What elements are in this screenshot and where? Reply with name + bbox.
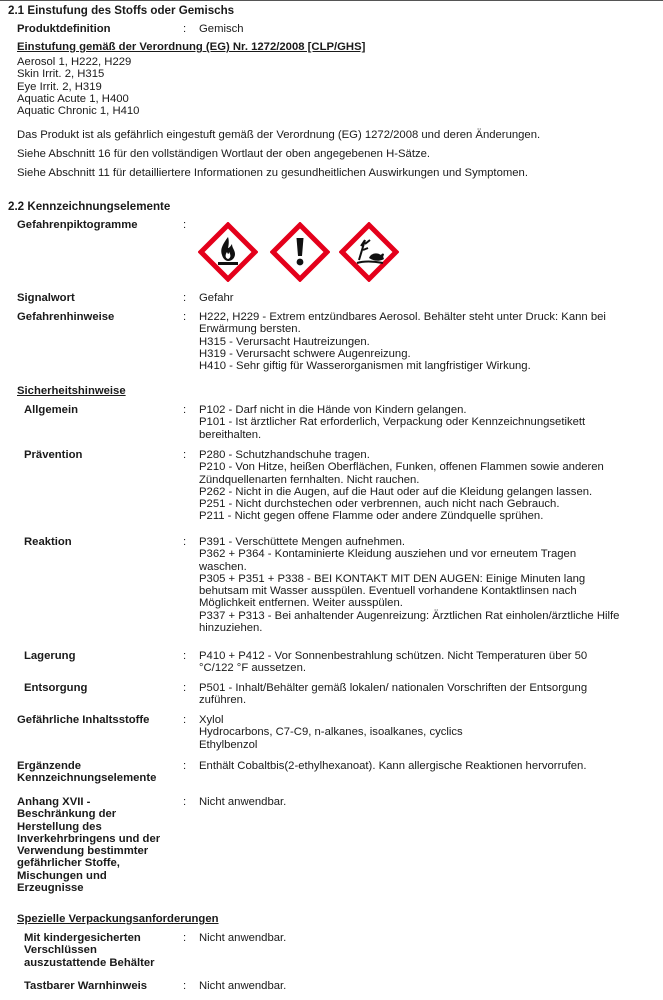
classification-item: Skin Irrit. 2, H315 xyxy=(17,68,105,81)
precaution-statement: Möglichkeit entfernen. Weiter ausspülen. xyxy=(199,597,403,610)
einstufung-heading: Einstufung gemäß der Verordnung (EG) Nr. 1272/2008 [CLP/GHS] xyxy=(17,41,366,53)
colon: : xyxy=(183,536,187,548)
precaution-statement: zuführen. xyxy=(199,694,247,707)
precaution-statement: hinzuziehen. xyxy=(199,622,263,635)
hazard-statement: H315 - Verursacht Hautreizungen. xyxy=(199,335,370,348)
colon: : xyxy=(183,23,187,35)
environment-icon xyxy=(339,222,399,282)
ingredient-item: Ethylbenzol xyxy=(199,738,258,751)
flame-icon xyxy=(198,222,258,282)
precaution-statement: P211 - Nicht gegen offene Flamme oder andere Zündquelle sprühen. xyxy=(199,510,544,523)
entsorgung-text xyxy=(199,682,587,707)
colon: : xyxy=(183,796,187,808)
classification-item: Aerosol 1, H222, H229 xyxy=(17,56,132,68)
precaution-statement: P362 + P364 - Kontaminierte Kleidung ausziehen und vor erneutem Tragen xyxy=(199,548,577,561)
label-line: Ergänzende xyxy=(17,760,82,772)
colon: : xyxy=(183,311,187,323)
label-line: Kennzeichnungselemente xyxy=(17,772,157,785)
inhaltsstoffe-text xyxy=(199,714,463,751)
colon: : xyxy=(183,650,187,662)
label-line: Verschlüssen xyxy=(24,944,97,957)
lagerung-label: Lagerung xyxy=(24,650,76,662)
precaution-statement: °C/122 °F aussetzen. xyxy=(199,662,306,675)
tastbar-label: Tastbarer Warnhinweis xyxy=(24,980,148,992)
praevention-label: Prävention xyxy=(24,449,83,461)
hazard-statement: Erwärmung bersten. xyxy=(199,323,301,336)
label-line: Mischungen und xyxy=(17,869,107,882)
kindergesichert-value: Nicht anwendbar. xyxy=(199,932,287,944)
label-line: Anhang XVII - xyxy=(17,796,91,808)
precaution-statement: bereithalten. xyxy=(199,428,262,441)
precaution-statement: P101 - Ist ärztlicher Rat erforderlich, Verpackung oder Kennzeichnungsetikett xyxy=(199,416,586,429)
allgemein-label: Allgemein xyxy=(24,404,78,416)
section-2-2-heading: 2.2 Kennzeichnungselemente xyxy=(8,200,171,213)
gefahrenhinweise-label: Gefahrenhinweise xyxy=(17,311,115,323)
precaution-statement: P210 - Von Hitze, heißen Oberflächen, Funken, offenen Flammen sowie anderen xyxy=(199,461,604,474)
precaution-statement: P102 - Darf nicht in die Hände von Kindern gelangen. xyxy=(199,404,467,416)
produktdefinition-value: Gemisch xyxy=(199,23,244,35)
hazard-statement: H222, H229 - Extrem entzündbares Aerosol. Behälter steht unter Druck: Kann bei xyxy=(199,311,606,323)
entsorgung-label: Entsorgung xyxy=(24,682,88,694)
label-line: Herstellung des xyxy=(17,820,102,833)
produktdefinition-label: Produktdefinition xyxy=(17,23,111,35)
sicherheitshinweise-heading: Sicherheitshinweise xyxy=(17,385,126,397)
classification-note: Siehe Abschnitt 16 für den vollständigen Wortlaut der oben angegebenen H-Sätze. xyxy=(17,148,431,160)
precaution-statement: P410 + P412 - Vor Sonnenbestrahlung schützen. Nicht Temperaturen über 50 xyxy=(199,650,588,662)
label-line: Verwendung bestimmter xyxy=(17,845,149,858)
praevention-text xyxy=(199,449,604,523)
precaution-statement: P280 - Schutzhandschuhe tragen. xyxy=(199,449,370,461)
allgemein-text xyxy=(199,404,585,441)
precaution-statement: P501 - Inhalt/Behälter gemäß lokalen/ nationalen Vorschriften der Entsorgung xyxy=(199,682,588,694)
hazard-statement: H319 - Verursacht schwere Augenreizung. xyxy=(199,347,411,360)
label-line: Mit kindergesicherten xyxy=(24,932,141,944)
classification-list xyxy=(17,56,139,117)
gefahrenhinweise-text xyxy=(199,311,606,372)
precaution-statement: behutsam mit Wasser ausspülen. Eventuell vorhandene Kontaktlinsen nach xyxy=(199,585,577,598)
reaktion-label: Reaktion xyxy=(24,536,72,548)
colon: : xyxy=(183,292,187,304)
precaution-statement: P391 - Verschüttete Mengen aufnehmen. xyxy=(199,536,405,548)
section-2-1-heading: 2.1 Einstufung des Stoffs oder Gemischs xyxy=(8,4,235,17)
precaution-statement: P337 + P313 - Bei anhaltender Augenreizung: Ärztlichen Rat einholen/ärztliche Hilfe xyxy=(199,609,620,622)
piktogramme-label: Gefahrenpiktogramme xyxy=(17,219,138,231)
colon: : xyxy=(183,219,187,231)
label-line: Inverkehrbringens und der xyxy=(17,832,161,845)
label-line: gefährlicher Stoffe, xyxy=(17,857,120,870)
ergaenzende-value: Enthält Cobaltbis(2-ethylhexanoat). Kann allergische Reaktionen hervorrufen. xyxy=(199,760,587,772)
inhaltsstoffe-label: Gefährliche Inhaltsstoffe xyxy=(17,714,150,726)
precaution-statement: Zündquellenarten fernhalten. Nicht rauchen. xyxy=(199,473,420,486)
signalwort-value: Gefahr xyxy=(199,292,234,304)
classification-note: Das Produkt ist als gefährlich eingestuft gemäß der Verordnung (EG) 1272/2008 und deren Änderungen. xyxy=(17,129,541,141)
kindergesichert-label xyxy=(24,932,155,969)
label-line: auszustattende Behälter xyxy=(24,956,155,969)
ingredient-item: Hydrocarbons, C7-C9, n-alkanes, isoalkanes, cyclics xyxy=(199,726,463,739)
label-line: Beschränkung der xyxy=(17,808,117,821)
reaktion-text xyxy=(199,536,619,634)
ergaenzende-label xyxy=(17,760,156,785)
colon: : xyxy=(183,404,187,416)
precaution-statement: waschen. xyxy=(199,560,247,573)
classification-note: Siehe Abschnitt 11 für detailliertere Informationen zu gesundheitlichen Auswirkungen und Symptomen. xyxy=(17,167,528,179)
precaution-statement: P305 + P351 + P338 - BEI KONTAKT MIT DEN AUGEN: Einige Minuten lang xyxy=(199,572,586,585)
classification-item: Eye Irrit. 2, H319 xyxy=(17,80,102,93)
classification-item: Aquatic Chronic 1, H410 xyxy=(17,105,140,118)
label-line: Erzeugnisse xyxy=(17,882,84,895)
exclamation-mark-icon xyxy=(270,222,330,282)
hazard-statement: H410 - Sehr giftig für Wasserorganismen mit langfristiger Wirkung. xyxy=(199,360,531,373)
ingredient-item: Xylol xyxy=(199,714,224,726)
colon: : xyxy=(183,682,187,694)
top-rule xyxy=(0,0,663,1)
colon: : xyxy=(183,980,187,992)
precaution-statement: P251 - Nicht durchstechen oder verbrennen, auch nicht nach Gebrauch. xyxy=(199,498,560,511)
colon: : xyxy=(183,760,187,772)
anhang-xvii-value: Nicht anwendbar. xyxy=(199,796,287,808)
colon: : xyxy=(183,449,187,461)
precaution-statement: P262 - Nicht in die Augen, auf die Haut oder auf die Kleidung gelangen lassen. xyxy=(199,485,593,498)
classification-item: Aquatic Acute 1, H400 xyxy=(17,92,129,105)
colon: : xyxy=(183,714,187,726)
tastbar-value: Nicht anwendbar. xyxy=(199,980,287,992)
verpackung-heading: Spezielle Verpackungsanforderungen xyxy=(17,913,219,925)
signalwort-label: Signalwort xyxy=(17,292,75,304)
anhang-xvii-label xyxy=(17,796,160,894)
lagerung-text xyxy=(199,650,587,675)
colon: : xyxy=(183,932,187,944)
